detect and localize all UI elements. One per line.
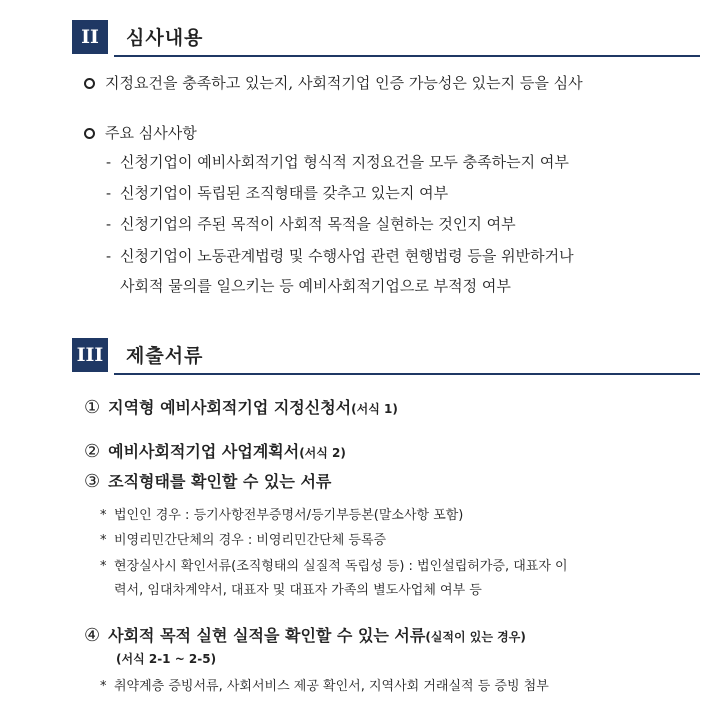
- document-4-label: 사회적 목적 실현 실적을 확인할 수 있는 서류: [108, 626, 426, 645]
- review-item-2: [106, 182, 448, 203]
- circle-bullet-icon: [84, 128, 95, 139]
- document-3-note-1-text: 법인인 경우 : 등기사항전부증명서/등기부등본(말소사항 포함): [114, 508, 464, 523]
- review-bullet-1: [84, 72, 583, 93]
- review-item-2-text: 신청기업이 독립된 조직형태를 갖추고 있는지 여부: [120, 184, 449, 202]
- document-3-note-2: [100, 529, 386, 548]
- section-2-title: 심사내용: [126, 27, 204, 49]
- document-2-form: (서식 2): [299, 446, 346, 460]
- review-item-4-continuation: 사회적 물의를 일으키는 등 예비사회적기업으로 부적정 여부: [120, 277, 511, 295]
- star-mark: *: [100, 533, 107, 548]
- review-item-1: [106, 151, 569, 172]
- review-bullet-1-text: 지정요건을 충족하고 있는지, 사회적기업 인증 가능성은 있는지 등을 심사: [105, 74, 583, 92]
- star-mark: *: [100, 679, 107, 694]
- review-bullet-2: [84, 122, 197, 143]
- review-item-3-text: 신청기업의 주된 목적이 사회적 목적을 실현하는 것인지 여부: [120, 215, 516, 233]
- document-2-label: 예비사회적기업 사업계획서: [108, 442, 300, 461]
- circle-bullet-icon: [84, 78, 95, 89]
- document-3-note-3-text: 현장실사시 확인서류(조직형태의 실질적 독립성 등) : 법인설립허가증, 대표자 이: [114, 559, 568, 574]
- section-2-badge: II: [72, 20, 108, 54]
- review-item-1-text: 신청기업이 예비사회적기업 형식적 지정요건을 모두 충족하는지 여부: [120, 153, 569, 171]
- document-3-label: 조직형태를 확인할 수 있는 서류: [108, 472, 332, 491]
- section-3-title: 제출서류: [126, 345, 204, 367]
- document-1: [84, 395, 398, 418]
- document-4: [84, 623, 526, 646]
- dash-mark: -: [106, 184, 112, 202]
- document-1-form: (서식 1): [351, 402, 398, 416]
- section-3-rule: [114, 373, 700, 375]
- review-bullet-2-text: 주요 심사사항: [105, 124, 197, 142]
- document-1-label: 지역형 예비사회적기업 지정신청서: [108, 398, 352, 417]
- section-2-rule: [114, 55, 700, 57]
- review-item-3: [106, 213, 516, 234]
- section-3-badge: III: [72, 338, 108, 372]
- document-4-condition: (실적이 있는 경우): [425, 630, 526, 644]
- review-item-4-text: 신청기업이 노동관계법령 및 수행사업 관련 현행법령 등을 위반하거나: [120, 247, 574, 265]
- document-3: [84, 469, 331, 492]
- review-item-4: [106, 245, 574, 266]
- star-mark: *: [100, 559, 107, 574]
- dash-mark: -: [106, 247, 112, 265]
- document-3-note-2-text: 비영리민간단체의 경우 : 비영리민간단체 등록증: [114, 533, 387, 548]
- document-3-note-3: [100, 555, 568, 574]
- dash-mark: -: [106, 153, 112, 171]
- document-3-note-1: [100, 504, 463, 523]
- document-4-number: ④: [84, 625, 101, 646]
- document-3-note-3-continuation: 력서, 임대차계약서, 대표자 및 대표자 가족의 별도사업체 여부 등: [114, 583, 482, 598]
- document-4-note-1: [100, 675, 549, 694]
- document-1-number: ①: [84, 397, 101, 418]
- star-mark: *: [100, 508, 107, 523]
- document-2-number: ②: [84, 441, 101, 462]
- document-4-forms: (서식 2-1 ~ 2-5): [116, 652, 217, 666]
- document-3-number: ③: [84, 471, 101, 492]
- dash-mark: -: [106, 215, 112, 233]
- document-4-note-1-text: 취약계층 증빙서류, 사회서비스 제공 확인서, 지역사회 거래실적 등 증빙 첨부: [114, 679, 549, 694]
- document-2: [84, 439, 346, 462]
